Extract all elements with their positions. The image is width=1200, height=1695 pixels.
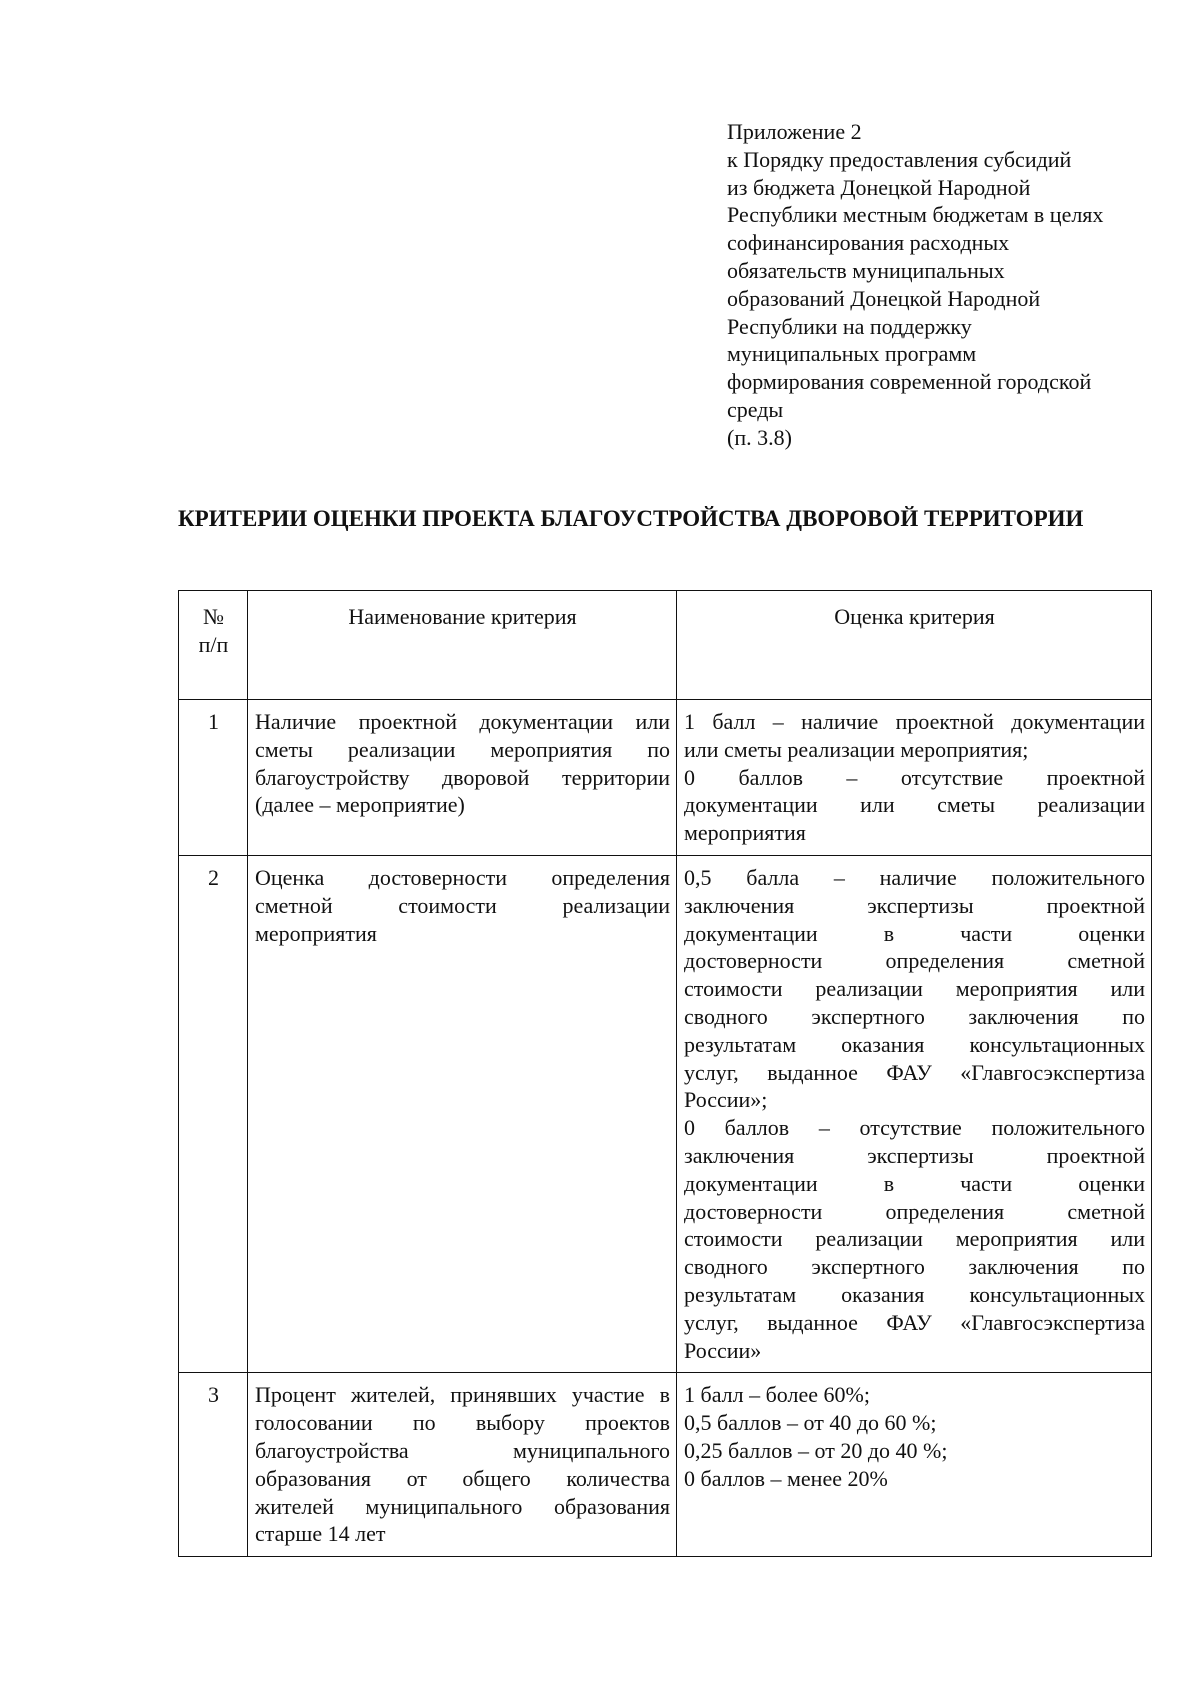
name-line: образования от общего количества	[255, 1465, 670, 1491]
name-line: сметной стоимости реализации	[255, 892, 670, 918]
score-line: 0,25 баллов – от 20 до 40 %;	[684, 1437, 948, 1463]
criterion-name	[248, 855, 677, 1372]
criterion-name	[248, 1373, 677, 1557]
table-row	[179, 700, 1152, 856]
annex-line: формирования современной городской	[727, 369, 1092, 395]
annex-line: из бюджета Донецкой Народной	[727, 174, 1031, 200]
name-line: благоустройству дворовой территории	[255, 764, 670, 790]
name-line: Процент жителей, принявших участие в	[255, 1382, 670, 1408]
name-line: жителей муниципального образования	[255, 1493, 670, 1519]
annex-block	[727, 118, 1157, 452]
annex-line: софинансирования расходных	[727, 230, 1010, 256]
score-line: достоверности определения сметной	[684, 1198, 1145, 1224]
score-line: 0,5 балла – наличие положительного	[684, 864, 1145, 890]
name-line: сметы реализации мероприятия по	[255, 736, 670, 762]
score-line: мероприятия	[684, 820, 806, 846]
name-line: благоустройства муниципального	[255, 1437, 670, 1463]
score-line: заключения экспертизы проектной	[684, 1142, 1145, 1168]
score-line: 0 баллов – менее 20%	[684, 1465, 888, 1491]
score-line: сводного экспертного заключения по	[684, 1254, 1145, 1280]
table-row	[179, 855, 1152, 1372]
name-line: мероприятия	[255, 920, 377, 946]
row-number: 2	[179, 855, 248, 1372]
name-line: Наличие проектной документации или	[255, 709, 670, 734]
criterion-score	[677, 700, 1152, 856]
header-name: Наименование критерия	[248, 591, 677, 700]
score-line: документации в части оценки	[684, 920, 1145, 946]
score-line: услуг, выданное ФАУ «Главгосэкспертиза	[684, 1309, 1145, 1335]
score-line: сводного экспертного заключения по	[684, 1003, 1145, 1029]
score-line: результатам оказания консультационных	[684, 1281, 1145, 1307]
score-line: документации или сметы реализации	[684, 792, 1145, 818]
score-line: документации в части оценки	[684, 1170, 1145, 1196]
annex-line: Приложение 2	[727, 119, 862, 144]
score-line: 0 баллов – отсутствие проектной	[684, 764, 1145, 790]
score-line: достоверности определения сметной	[684, 948, 1145, 974]
score-line: 0 баллов – отсутствие положительного	[684, 1115, 1145, 1141]
header-score: Оценка критерия	[677, 591, 1152, 700]
table-header-row	[179, 591, 1152, 700]
score-line: услуг, выданное ФАУ «Главгосэкспертиза	[684, 1059, 1145, 1085]
table-row	[179, 1373, 1152, 1557]
annex-line: среды	[727, 396, 784, 422]
row-number: 1	[179, 700, 248, 856]
document-title: КРИТЕРИИ ОЦЕНКИ ПРОЕКТА БЛАГОУСТРОЙСТВА ДВОРОВОЙ ТЕРРИТОРИИ	[178, 506, 1084, 531]
score-line: результатам оказания консультационных	[684, 1031, 1145, 1057]
score-line: России»;	[684, 1087, 768, 1113]
annex-line: Республики местным бюджетам в целях	[727, 202, 1104, 228]
score-line: 1 балл – более 60%;	[684, 1382, 870, 1408]
header-num-line2: п/п	[198, 631, 229, 657]
header-num	[179, 591, 248, 700]
row-number: 3	[179, 1373, 248, 1557]
criterion-score	[677, 855, 1152, 1372]
name-line: (далее – мероприятие)	[255, 792, 465, 818]
score-line: стоимости реализации мероприятия или	[684, 1226, 1145, 1252]
annex-line: (п. 3.8)	[727, 424, 792, 450]
score-line: 1 балл – наличие проектной документации	[684, 709, 1145, 734]
name-line: старше 14 лет	[255, 1521, 386, 1547]
annex-line: к Порядку предоставления субсидий	[727, 146, 1072, 172]
criterion-name	[248, 700, 677, 856]
score-line: России»	[684, 1337, 762, 1363]
criterion-score	[677, 1373, 1152, 1557]
annex-line: муниципальных программ	[727, 341, 977, 367]
annex-line: Республики на поддержку	[727, 313, 972, 339]
score-line: 0,5 баллов – от 40 до 60 %;	[684, 1410, 937, 1436]
name-line: голосовании по выбору проектов	[255, 1410, 670, 1436]
score-line: заключения экспертизы проектной	[684, 892, 1145, 918]
annex-line: образований Донецкой Народной	[727, 285, 1041, 311]
name-line: Оценка достоверности определения	[255, 864, 670, 890]
header-num-line1: №	[203, 604, 224, 629]
criteria-table	[178, 590, 1152, 1557]
score-line: или сметы реализации мероприятия;	[684, 736, 1029, 762]
annex-line: обязательств муниципальных	[727, 257, 1005, 283]
score-line: стоимости реализации мероприятия или	[684, 976, 1145, 1002]
